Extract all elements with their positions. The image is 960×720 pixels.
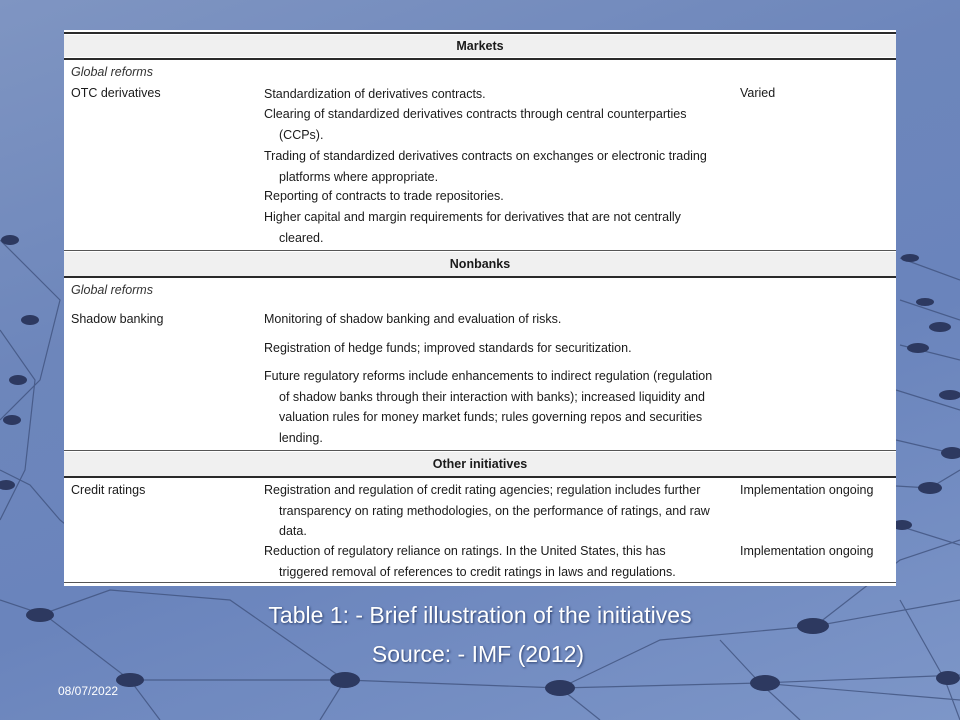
section-rule (64, 276, 896, 278)
item-text: Clearing of standardized derivatives contracts through central counterparties (264, 107, 687, 121)
list-item (264, 186, 734, 207)
table-caption: Table 1: - Brief illustration of the initiatives (268, 602, 692, 628)
list-item (264, 207, 734, 248)
slide-date: 08/07/2022 (58, 684, 119, 698)
section-rule (64, 250, 896, 251)
item-text-continued: of shadow banks through their interaction with banks); increased liquidity and (279, 389, 705, 404)
group-label: Global reforms (71, 283, 153, 297)
item-text-continued: (CCPs). (279, 127, 324, 142)
item-text: Reporting of contracts to trade repositories. (264, 189, 504, 203)
list-item (264, 541, 734, 582)
status-implementation-ongoing: Implementation ongoing (740, 483, 874, 497)
status-implementation-ongoing: Implementation ongoing (740, 544, 874, 558)
row-label-credit-ratings: Credit ratings (71, 483, 146, 497)
item-text-continued: transparency on rating methodologies, on the performance of ratings, and raw (279, 503, 710, 518)
item-text: Future regulatory reforms include enhancements to indirect regulation (regulation (264, 369, 713, 383)
row-label-shadow-banking: Shadow banking (71, 312, 164, 326)
item-text-continued: cleared. (279, 230, 324, 245)
item-text-continued: platforms where appropriate. (279, 169, 439, 184)
row-label-otc-derivatives: OTC derivatives (71, 86, 161, 100)
section-rule (64, 450, 896, 451)
item-text: Monitoring of shadow banking and evaluation of risks. (264, 312, 562, 326)
list-item (264, 480, 734, 542)
item-text-continued: data. (279, 524, 307, 538)
section-header-nonbanks: Nonbanks (64, 252, 896, 276)
item-text-continued: triggered removal of references to credit ratings in laws and regulations. (279, 564, 676, 579)
section-rule (64, 476, 896, 478)
list-item (264, 309, 734, 330)
list-item (264, 366, 734, 448)
item-text: Reduction of regulatory reliance on ratings. In the United States, this has (264, 544, 666, 558)
table-top-rule (64, 32, 896, 34)
list-item (264, 146, 734, 187)
status-varied: Varied (740, 86, 776, 100)
section-rule (64, 58, 896, 60)
section-header-other-initiatives: Other initiatives (64, 452, 896, 476)
item-text-continued: lending. (279, 430, 323, 445)
list-item (264, 338, 734, 359)
item-text: Higher capital and margin requirements for derivatives that are not centrally (264, 210, 681, 224)
item-text: Registration of hedge funds; improved standards for securitization. (264, 341, 632, 355)
item-text: Trading of standardized derivatives contracts on exchanges or electronic trading (264, 149, 707, 163)
list-item (264, 84, 734, 105)
item-text: Registration and regulation of credit rating agencies; regulation includes further (264, 483, 701, 497)
list-item (264, 104, 734, 145)
initiatives-table (64, 30, 896, 586)
table-source: Source: - IMF (2012) (371, 641, 585, 667)
table-bottom-rule (64, 582, 896, 583)
item-text: Standardization of derivatives contracts. (264, 87, 486, 101)
group-label: Global reforms (71, 65, 153, 79)
section-header-markets: Markets (64, 35, 896, 57)
item-text-continued: valuation rules for money market funds; rules governing repos and securities (279, 410, 703, 424)
